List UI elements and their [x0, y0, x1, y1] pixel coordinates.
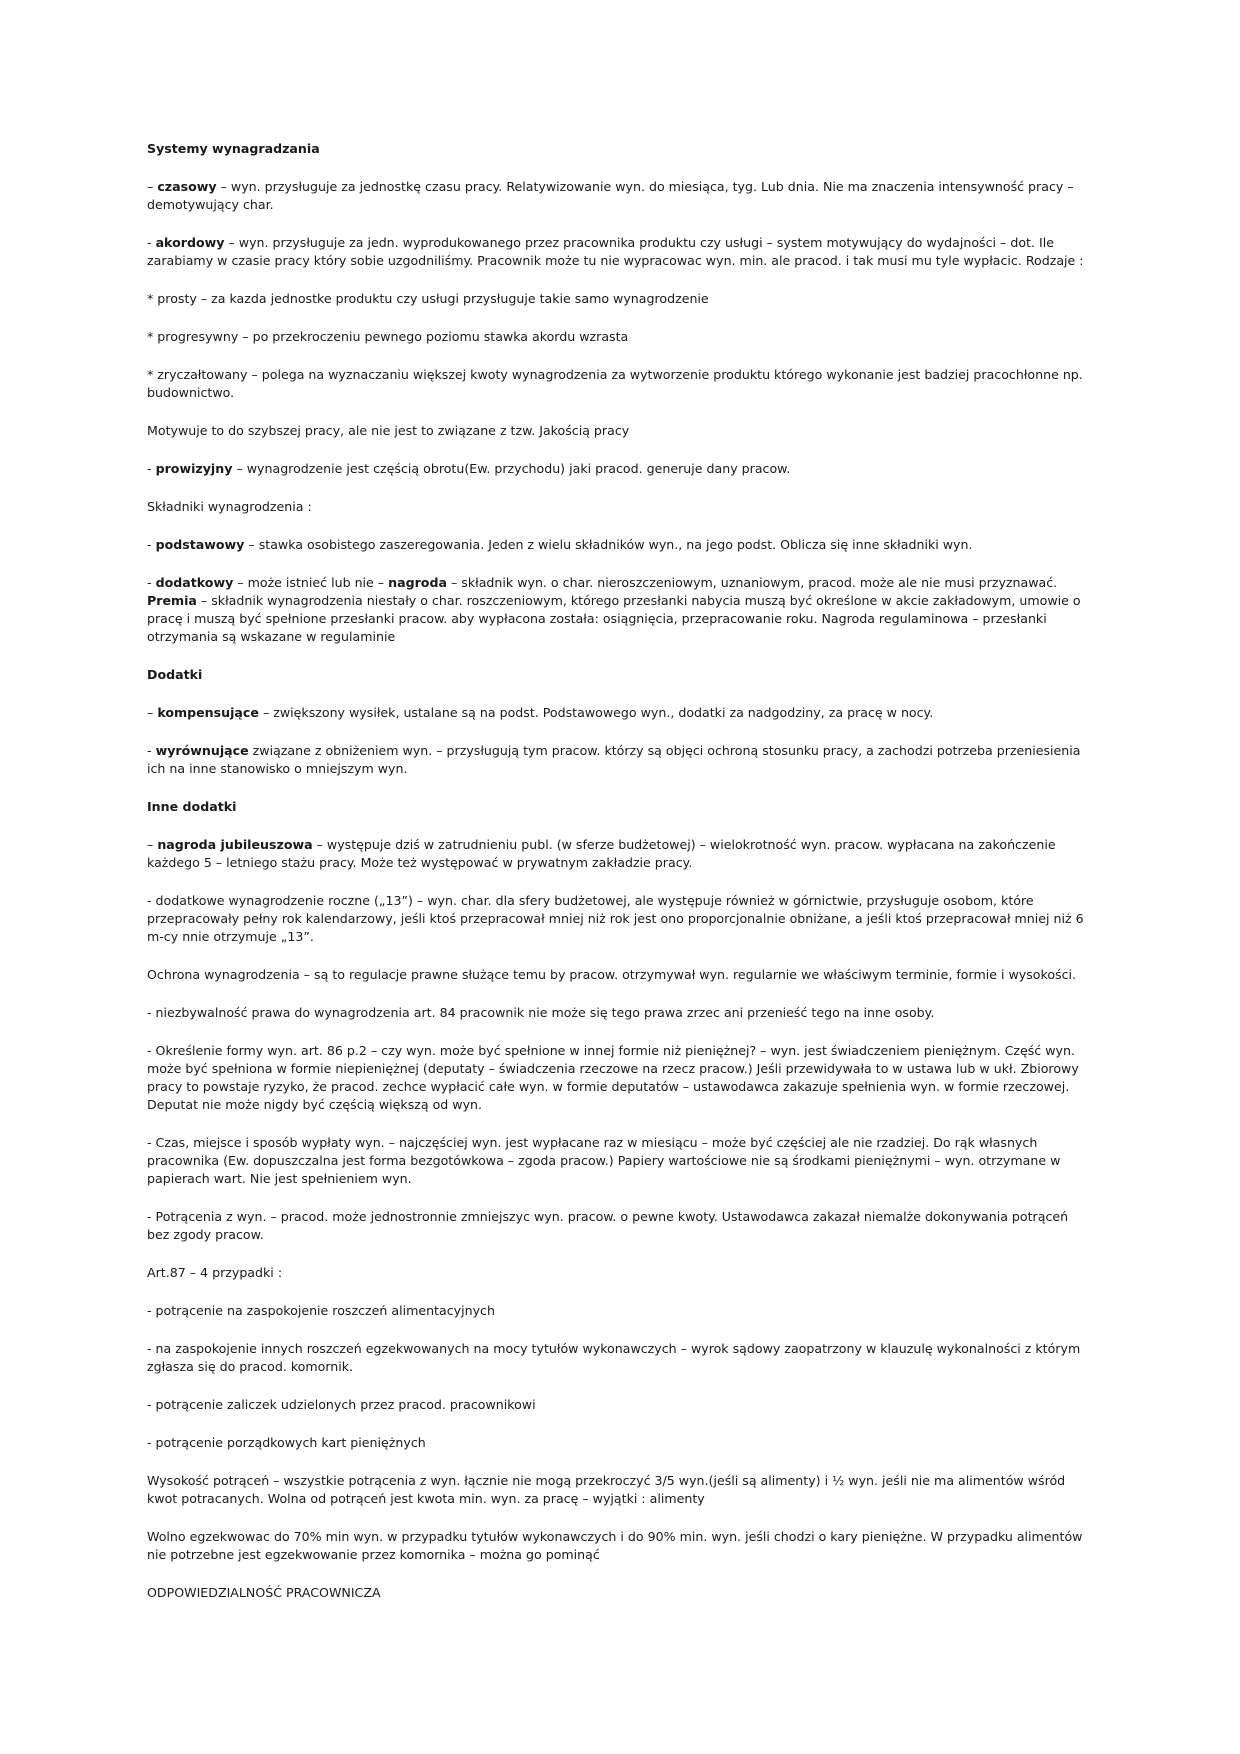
skladniki-heading: Składniki wynagrodzenia :	[147, 499, 312, 514]
przypadek-3-paragraph: - potrącenie zaliczek udzielonych przez pracod. pracownikowi	[147, 1397, 536, 1412]
jubileuszowa-paragraph: – nagroda jubileuszowa – występuje dziś w zatrudnieniu publ. (w sferze budżetowej) – wielokrotność wyn. pracow. wypłacana na zakończenie każdego 5 – letniego stażu pracy. Może też występować w prywatnym zakładzie pracy.	[147, 837, 1056, 870]
document-title: Systemy wynagradzania	[147, 141, 320, 156]
przypadek-2-paragraph: - na zaspokojenie innych roszczeń egzekwowanych na mocy tytułów wykonawczych – wyrok sądowy zaopatrzony w klauzulę wykonalności z którym zgłasza się do pracod. komornik.	[147, 1341, 1081, 1374]
przypadek-1-paragraph: - potrącenie na zaspokojenie roszczeń alimentacyjnych	[147, 1303, 495, 1318]
dodatkowy-paragraph: - dodatkowy – może istnieć lub nie – nagroda – składnik wyn. o char. nieroszczeniowym, uznaniowym, pracod. może ale nie musi przyznawać. Premia – składnik wynagrodzenia niestały o char. roszczeniowym, którego przesłanki nabycia muszą być określone w akcie zakładowym, umowie o pracę i muszą być spełnione przesłanki pracow. aby wypłacona została: osiągnięcia, przepracowanie roku. Nagroda regulaminowa – przesłanki otrzymania są wskazane w regulaminie	[147, 575, 1081, 644]
niezbywalnosc-paragraph: - niezbywalność prawa do wynagrodzenia art. 84 pracownik nie może się tego prawa zrzec ani przenieść tego na inne osoby.	[147, 1005, 935, 1020]
potracenia-paragraph: - Potrącenia z wyn. – pracod. może jednostronnie zmniejszyc wyn. pracow. o pewne kwoty. Ustawodawca zakazał niemalże dokonywania potrąceń bez zgody pracow.	[147, 1209, 1069, 1242]
akordowy-paragraph: - akordowy – wyn. przysługuje za jedn. wyprodukowanego przez pracownika produktu czy usługi – system motywujący do wydajności – dot. Ile zarabiamy w czasie pracy który sobie uzgodniliśmy. Pracownik może tu nie wypracowac wyn. min. ale pracod. i tak musi mu tyle wypłacic. Rodzaje :	[147, 235, 1084, 268]
podstawowy-paragraph: - podstawowy – stawka osobistego zaszeregowania. Jeden z wielu składników wyn., na jego podst. Oblicza się inne składniki wyn.	[147, 537, 973, 552]
dodatki-heading: Dodatki	[147, 667, 203, 682]
art87-paragraph: Art.87 – 4 przypadki :	[147, 1265, 283, 1280]
trzynastka-paragraph: - dodatkowe wynagrodzenie roczne („13”) – wyn. char. dla sfery budżetowej, ale występuje również w górnictwie, przysługuje osobom, które przepracowały pełny rok kalendarzowy, jeśli ktoś przepracował mniej niż rok jest ono proporcjonalnie obniżane, a jeśli ktoś przepracował mniej niż 6 m-cy nnie otrzymuje „13”.	[147, 893, 1084, 944]
wysokosc-paragraph: Wysokość potrąceń – wszystkie potrącenia z wyn. łącznie nie mogą przekroczyć 3/5 wyn.(jeśli są alimenty) i ½ wyn. jeśli nie ma alimentów wśród kwot potracanych. Wolna od potrąceń jest kwota min. wyn. za pracę – wyjątki : alimenty	[147, 1473, 1066, 1506]
inne-dodatki-heading: Inne dodatki	[147, 799, 237, 814]
motywuje-paragraph: Motywuje to do szybszej pracy, ale nie jest to związane z tzw. Jakością pracy	[147, 423, 630, 438]
wyrownujace-paragraph: - wyrównujące związane z obniżeniem wyn. – przysługują tym pracow. którzy są objęci ochroną stosunku pracy, a zachodzi potrzeba przeniesienia ich na inne stanowisko o mniejszym wyn.	[147, 743, 1081, 776]
przypadek-4-paragraph: - potrącenie porządkowych kart pieniężnych	[147, 1435, 426, 1450]
okreslenie-formy-paragraph: - Określenie formy wyn. art. 86 p.2 – czy wyn. może być spełnione w innej formie niż pieniężnej? – wyn. jest świadczeniem pieniężnym. Część wyn. może być spełniona w formie niepieniężnej (deputaty – świadczenia rzeczowe na rzecz pracow.) Jeśli przewidywała to w ustawa lub w ukł. Zbiorowy pracy to powstaje ryzyko, że pracod. zechce wypłacić całe wyn. w formie deputatów – ustawodawca zakazuje spełnienia wyn. w formie rzeczowej. Deputat nie może nigdy być częścią większą od wyn.	[147, 1043, 1079, 1112]
document-content	[147, 140, 1091, 1602]
czas-miejsce-paragraph: - Czas, miejsce i sposób wypłaty wyn. – najczęściej wyn. jest wypłacane raz w miesiącu – może być częściej ale nie rzadziej. Do rąk własnych pracownika (Ew. dopuszczalna jest forma bezgotówkowa – zgoda pracow.) Papiery wartościowe nie są środkami pieniężnymi – wyn. otrzymane w papierach wart. Nie jest spełnieniem wyn.	[147, 1135, 1061, 1186]
ochrona-paragraph: Ochrona wynagrodzenia – są to regulacje prawne służące temu by pracow. otrzymywał wyn. regularnie we właściwym terminie, formie i wysokości.	[147, 967, 1077, 982]
akord-prosty-paragraph: * prosty – za kazda jednostke produktu czy usługi przysługuje takie samo wynagrodzenie	[147, 291, 709, 306]
kompensujace-paragraph: – kompensujące – zwiększony wysiłek, ustalane są na podst. Podstawowego wyn., dodatki za nadgodziny, za pracę w nocy.	[147, 705, 934, 720]
odpowiedzialnosc-heading: ODPOWIEDZIALNOŚĆ PRACOWNICZA	[147, 1585, 381, 1600]
prowizyjny-paragraph: - prowizyjny – wynagrodzenie jest częścią obrotu(Ew. przychodu) jaki pracod. generuje dany pracow.	[147, 461, 791, 476]
czasowy-paragraph: – czasowy – wyn. przysługuje za jednostkę czasu pracy. Relatywizowanie wyn. do miesiąca, tyg. Lub dnia. Nie ma znaczenia intensywność pracy – demotywujący char.	[147, 179, 1074, 212]
akord-zryczaltowany-paragraph: * zryczałtowany – polega na wyznaczaniu większej kwoty wynagrodzenia za wytworzenie produktu którego wykonanie jest badziej pracochłonne np. budownictwo.	[147, 367, 1083, 400]
wolno-paragraph: Wolno egzekwowac do 70% min wyn. w przypadku tytułów wykonawczych i do 90% min. wyn. jeśli chodzi o kary pieniężne. W przypadku alimentów nie potrzebne jest egzekwowanie przez komornika – można go pominąć	[147, 1529, 1083, 1562]
akord-progresywny-paragraph: * progresywny – po przekroczeniu pewnego poziomu stawka akordu wzrasta	[147, 329, 629, 344]
